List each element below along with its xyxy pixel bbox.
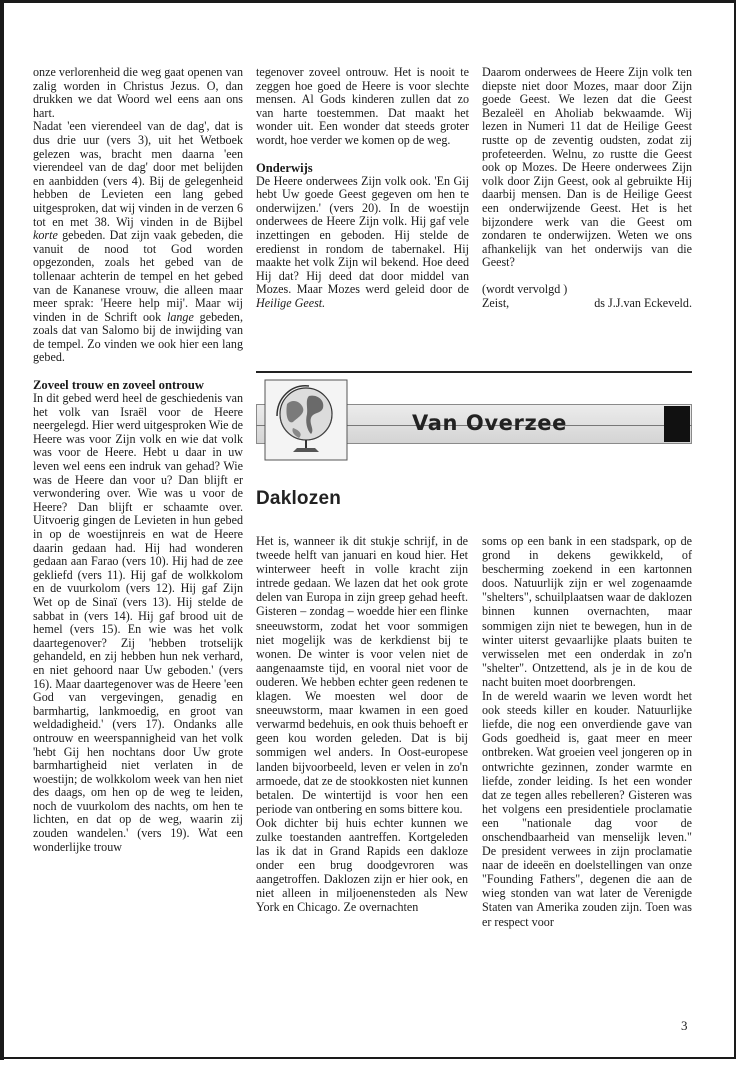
paragraph: In dit gebed werd heel de geschiedenis van het volk van Israël voor de Heere neergelegd. Hier werd uitgesproken Wie de Heere was voor Zijn volk en wie dat volk was voor de Heere. Hebt u daar in uw leven wel eens een indruk van gehad? Wie was de Heere dan voor u? Dan blijft er verwondering over. Wie was u voor de Heere? Dan blijft er schaamte over. Uitvoerig gingen de Levieten in hun gebed in op de woestijnreis en wat de Heere daarin gedaan had. Hij had wonderen gedaan aan Farao (vers 10). Hij had de zee gekliefd (vers 11). Hij gaf de wolkkolom en de vuurkolom (vers 12). Hij gaf Zijn Wet op de Sinaï (vers 13). Hij stelde de sabbat in (vers 14). Hij gaf brood uit de hemel (vers 15). En wie was het volk daartegenover? Zij 'hebben trotselijk gehandeld, en zij hebben hun nek verhard, en niet gehoord naar Uw geboden.' (vers 16). Maar daartegenover was de Heere 'een God van vergevingen, genadig en barmhartig, lankmoedig, en groot van weldadigheid.' (vers 17). Ondanks alle ontrouw en weerspannigheid van het volk 'hebt Gij hen nochtans door Uw grote barmhartigheid niet verlaten in de woestijn; de wolkkolom week van hen niet des daags, om hen op de weg te leiden, noch de vuurkolom des nachts, om hen te lichten, en dat op de weg, waarin zij zouden wandelen.' (vers 19). Wat een wonderlijke trouw <box>33 391 243 854</box>
signature-line <box>482 297 692 311</box>
paragraph: Nadat 'een vierendeel van de dag', dat is dus drie uur (vers 3), uit het Wetboek gelezen was, bracht men daarna 'een vierendeel van de dag' door met belijden en aanbidden (vers 4). Bij de gelegenheid hebben de Levieten een lang gebed uitgesproken, dat wij vinden in de verzen 6 tot en met 38. Wij vinden in de Bijbel korte gebeden. Dat zijn vaak gebeden, die vanuit de nood tot God worden opgezonden, zoals het gebed van de tollenaar achterin de tempel en het gebed van de Kananese vrouw, die alleen maar meer sprak: 'Heere help mij'. Maar wij vinden in de Schrift ook lange gebeden, zoals dat van Salomo bij de inwijding van de tempel. Zo vinden we ook hier een lang gebed. <box>33 119 243 365</box>
article-column-1 <box>256 534 468 915</box>
globe-icon <box>263 378 349 462</box>
paragraph: In de wereld waarin we leven wordt het ook steeds killer en kouder. Natuurlijke liefde, die nog een onverdiende gave van Gods goedheid is, gaat meer en meer ontbreken. Wat groeien veel jongeren op in ontwrichte gezinnen, zonder warmte en liefde, zonder leiding. Is het een wonder dat ze tegen alles rebelleren? Gisteren was het volgens een presidentiele proclamatie een "nationale dag voor de onschendbaarheid van menselijk leven." De president verwees in zijn proclamatie naar de ideeën en doelstellingen van onze "Founding Fathers", degenen die aan de wieg stonden van wat later de Verenigde Staten van Amerika zouden zijn. Toen was er respect voor <box>482 689 692 929</box>
section-heading: Onderwijs <box>256 160 313 175</box>
section-divider <box>256 371 692 373</box>
paragraph: soms op een bank in een stadspark, op de grond in dekens gewikkeld, of bescherming zoekend in een kartonnen doos. Natuurlijk zijn er wel zogenaamde "shelters", schuilplaatsen waar de daklozen binnen kunnen overnachten, maar sommigen zijn niet te bewegen, hun in de winter uiterst gevaarlijke plaats buiten te verwisselen met een onderdak in zo'n "shelter". Ontzettend, als je in de kou de nacht buiten moet doorbrengen. <box>482 534 692 689</box>
page-frame-top <box>3 0 736 3</box>
signature-author: ds J.J.van Eckeveld. <box>594 295 692 310</box>
continued-note: (wordt vervolgd ) <box>482 281 568 296</box>
banner-title: Van Overzee <box>412 411 567 435</box>
text-column-2 <box>256 66 469 311</box>
banner-black-block <box>664 406 690 442</box>
page-frame-left <box>0 0 4 1060</box>
text-column-3 <box>482 66 692 310</box>
paragraph: tegenover zoveel ontrouw. Het is nooit te zeggen hoe goed de Heere is voor slechte mensen. Al Gods kinderen zullen dat zo van harte toestemmen. Dat maakt het wonder uit. Een wonder dat steeds groter wordt, hoe verder we komen op de weg. <box>256 65 469 147</box>
paragraph: Daarom onderwees de Heere Zijn volk ten diepste niet door Mozes, maar door Zijn goede Geest. We lezen dat die Geest Bezaleël en Aholiab bekwaamde. Wij lezen in Numeri 11 dat de Heilige Geest rustte op de zeventig oudsten, zodat zij profeteerden. Welnu, zo rustte die Geest ook op Mozes. De Heere onderwees Zijn volk door Zijn Geest, ook al gebruikte Hij daarbij mensen. Dan is de Heilige Geest een onderwijzende Geest. Het is het bijzondere werk van die Geest om zondaren te onderwijzen. Weten we ons afhankelijk van het onderwijs van die Geest? <box>482 65 692 270</box>
page-frame-bottom <box>2 1057 734 1059</box>
article-column-2 <box>482 534 692 929</box>
article-title: Daklozen <box>256 488 342 509</box>
text-column-1 <box>33 66 243 854</box>
page-number: 3 <box>681 1018 688 1033</box>
section-heading: Zoveel trouw en zoveel ontrouw <box>33 378 204 393</box>
paragraph: Het is, wanneer ik dit stukje schrijf, in de tweede helft van januari en koud hier. Het winterweer heeft in volle kracht zijn intrede gedaan. We lazen dat het ook grote delen van Europa in zijn greep gehad heeft. Gisteren – zondag – woedde hier een flinke sneeuwstorm, zodat het voor sommigen niet mogelijk was de kerkdienst bij te wonen. De winter is voor velen niet de aangenaamste tijd, en vooral niet voor de ouderen. We hebben echter geen redenen te klagen. We moesten wel door de sneeuwstorm, maar kwamen in een goed verwarmd bedehuis, en ook thuis behoeft er geen kou worden geleden. Dat is bij sommigen wel anders. In Oost-europese landen bijvoorbeeld, leven er velen in zo'n armoede, dat ze de stookkosten niet kunnen betalen. De wintertijd is voor hen een periode van ontbering en soms bittere kou. <box>256 534 468 816</box>
paragraph: Ook dichter bij huis echter kunnen we zulke toestanden aantreffen. Kortgeleden las ik dat in Grand Rapids een dakloze onder een brug doodgevroren was aangetroffen. Daklozen zijn er hier ook, en niet alleen in miljoenensteden als New York en Chicago. Ze overnachten <box>256 815 468 915</box>
paragraph: De Heere onderwees Zijn volk ook. 'En Gij hebt Uw goede Geest gegeven om hen te onderwijzen.' (vers 20). In de woestijn onderwees de Heere Zijn volk. Hij gaf vele inzettingen en geboden. Hij stelde de eredienst in rondom de tabernakel. Hij maakte het volk Zijn wil bekend. Hoe deed Hij dat? Hij deed dat door middel van Mozes. Maar Mozes werd geleid door de Heilige Geest. <box>256 173 469 310</box>
page-frame-right <box>734 0 736 1059</box>
paragraph: onze verlorenheid die weg gaat openen van zalig worden in Christus Jezus. O, dan drukken we dat Woord wel eens aan ons hart. <box>33 65 243 120</box>
signature-place: Zeist, <box>482 295 510 310</box>
